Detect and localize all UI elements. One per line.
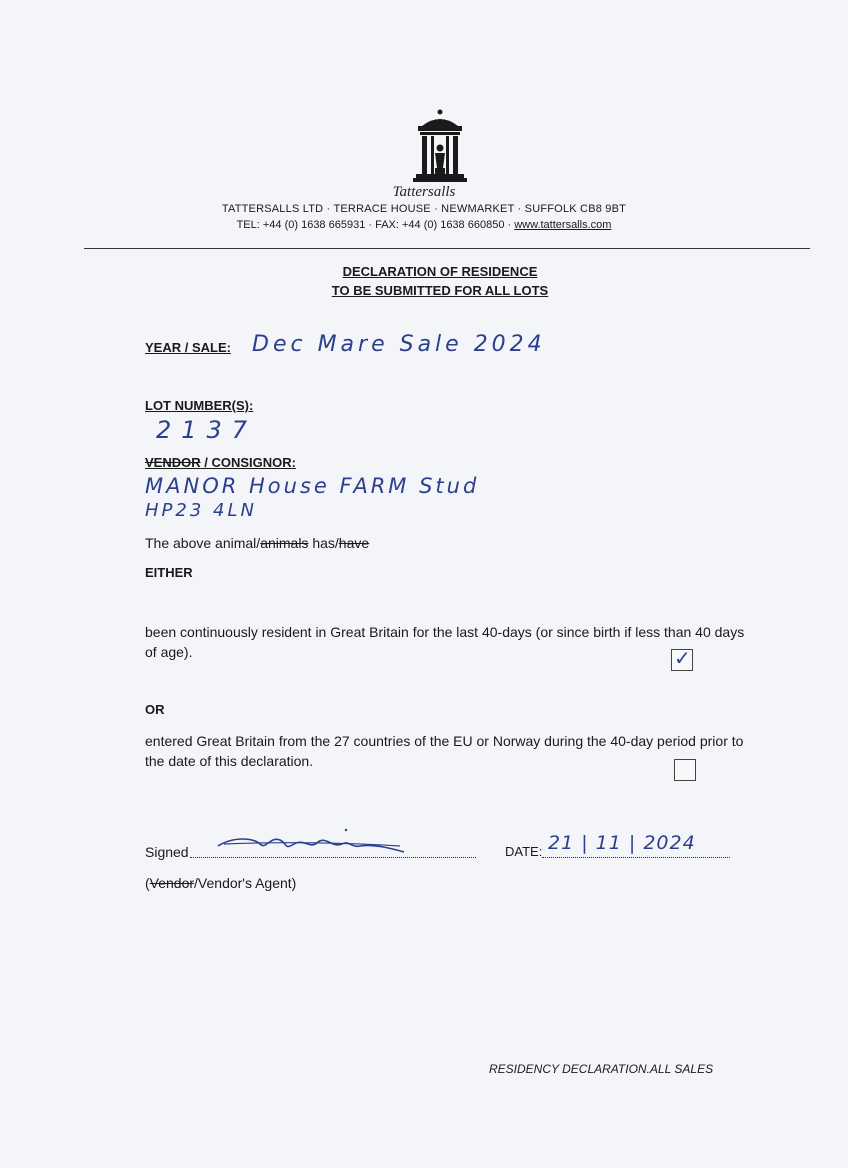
either-label: EITHER: [145, 565, 193, 580]
year-sale-value[interactable]: Dec Mare Sale 2024: [252, 332, 546, 357]
tel-fax: TEL: +44 (0) 1638 665931 · FAX: +44 (0) 1638 660850 ·: [236, 219, 515, 231]
signer-role: [145, 873, 296, 893]
vendor-postcode-value[interactable]: HP23 4LN: [145, 500, 257, 521]
vendor-name-value[interactable]: MANOR House FARM Stud: [145, 474, 480, 498]
statement-line: [145, 533, 369, 553]
signed-label: Signed: [145, 844, 189, 860]
date-value[interactable]: 21 | 11 | 2024: [548, 832, 696, 854]
contact-line: [0, 219, 848, 231]
vendor-struck: VENDOR: [145, 455, 201, 470]
vendor-consignor-label: [145, 455, 296, 470]
or-label: OR: [145, 702, 165, 717]
date-label: DATE:: [505, 844, 543, 859]
tattersalls-rotunda-logo: [408, 108, 472, 184]
option2-text: entered Great Britain from the 27 countries of the EU or Norway during the 40-day period prior to the date of this declaration.: [145, 733, 744, 769]
option1-checkbox[interactable]: [671, 649, 693, 671]
option2-checkbox[interactable]: [674, 759, 696, 781]
footer-reference: RESIDENCY DECLARATION.ALL SALES: [489, 1062, 714, 1076]
statement-part1: The above animal/: [145, 535, 261, 551]
check-mark-icon: ✓: [674, 648, 691, 670]
role-rest: /Vendor's Agent): [194, 875, 297, 891]
option1-text: been continuously resident in Great Britain for the last 40-days (or since birth if less than 40 days of age).: [145, 624, 745, 660]
consignor-text: / CONSIGNOR:: [200, 455, 296, 470]
statement-part3: has/: [308, 535, 339, 551]
brand-name: Tattersalls: [392, 184, 456, 200]
signature-image: [214, 826, 410, 860]
lot-number-value[interactable]: 2137: [156, 416, 258, 444]
role-open: (: [145, 875, 150, 891]
lot-number-label: LOT NUMBER(S):: [145, 398, 254, 413]
website-link[interactable]: www.tattersalls.com: [514, 219, 612, 231]
form-title: DECLARATION OF RESIDENCE: [342, 264, 538, 279]
role-vendor-struck: Vendor: [149, 875, 195, 891]
statement-animals-struck: animals: [260, 535, 309, 551]
company-address: TATTERSALLS LTD · TERRACE HOUSE · NEWMARKET · SUFFOLK CB8 9BT: [221, 203, 627, 215]
statement-have-struck: have: [338, 535, 370, 551]
form-subtitle: TO BE SUBMITTED FOR ALL LOTS: [331, 283, 549, 298]
header-divider: [84, 248, 810, 249]
year-sale-label: YEAR / SALE:: [145, 340, 231, 355]
